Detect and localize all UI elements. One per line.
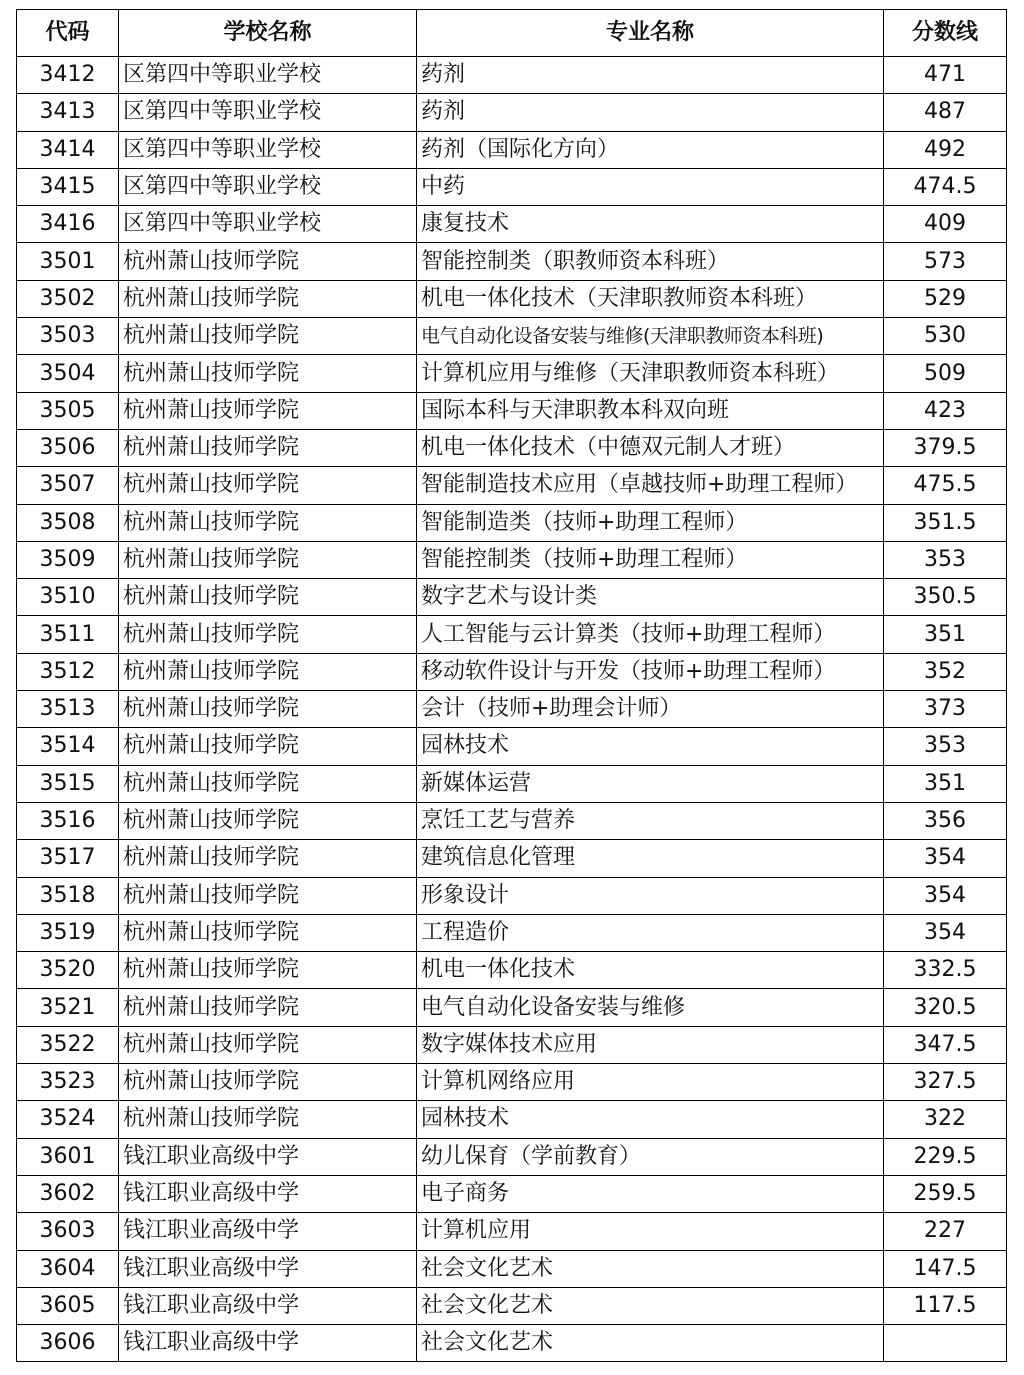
table-row bbox=[17, 429, 1007, 466]
major-name-cell: 幼儿保育（学前教育） bbox=[417, 1138, 884, 1175]
code-cell: 3514 bbox=[17, 728, 119, 765]
major-name-cell: 计算机网络应用 bbox=[417, 1064, 884, 1101]
school-name-cell: 杭州萧山技师学院 bbox=[119, 429, 417, 466]
school-name-cell: 区第四中等职业学校 bbox=[119, 94, 417, 131]
school-name-cell: 杭州萧山技师学院 bbox=[119, 728, 417, 765]
major-name-cell: 智能控制类（技师+助理工程师） bbox=[417, 541, 884, 578]
code-cell: 3412 bbox=[17, 57, 119, 94]
code-cell: 3413 bbox=[17, 94, 119, 131]
major-name-cell: 社会文化艺术 bbox=[417, 1325, 884, 1362]
code-cell: 3511 bbox=[17, 616, 119, 653]
major-name-cell: 形象设计 bbox=[417, 877, 884, 914]
table-row bbox=[17, 168, 1007, 205]
score-cell: 475.5 bbox=[884, 467, 1007, 504]
table-row bbox=[17, 1250, 1007, 1287]
code-cell: 3516 bbox=[17, 802, 119, 839]
header-school: 学校名称 bbox=[119, 10, 417, 57]
school-name-cell: 钱江职业高级中学 bbox=[119, 1213, 417, 1250]
score-cell: 352 bbox=[884, 653, 1007, 690]
school-name-cell: 杭州萧山技师学院 bbox=[119, 243, 417, 280]
major-name-cell: 人工智能与云计算类（技师+助理工程师） bbox=[417, 616, 884, 653]
table-row bbox=[17, 1287, 1007, 1324]
major-name-cell: 国际本科与天津职教本科双向班 bbox=[417, 392, 884, 429]
school-name-cell: 区第四中等职业学校 bbox=[119, 57, 417, 94]
score-cell: 351 bbox=[884, 616, 1007, 653]
score-cell: 471 bbox=[884, 57, 1007, 94]
table-row bbox=[17, 653, 1007, 690]
code-cell: 3504 bbox=[17, 355, 119, 392]
code-cell: 3522 bbox=[17, 1026, 119, 1063]
school-name-cell: 杭州萧山技师学院 bbox=[119, 653, 417, 690]
major-name-cell: 电子商务 bbox=[417, 1175, 884, 1212]
major-name-cell: 建筑信息化管理 bbox=[417, 840, 884, 877]
code-cell: 3501 bbox=[17, 243, 119, 280]
score-cell: 347.5 bbox=[884, 1026, 1007, 1063]
major-name-cell: 新媒体运营 bbox=[417, 765, 884, 802]
code-cell: 3415 bbox=[17, 168, 119, 205]
code-cell: 3604 bbox=[17, 1250, 119, 1287]
table-row bbox=[17, 1026, 1007, 1063]
school-name-cell: 杭州萧山技师学院 bbox=[119, 691, 417, 728]
table-row bbox=[17, 131, 1007, 168]
table-row bbox=[17, 989, 1007, 1026]
code-cell: 3414 bbox=[17, 131, 119, 168]
code-cell: 3602 bbox=[17, 1175, 119, 1212]
score-cell: 354 bbox=[884, 840, 1007, 877]
table-row bbox=[17, 541, 1007, 578]
major-name-cell: 康复技术 bbox=[417, 206, 884, 243]
table-row bbox=[17, 952, 1007, 989]
code-cell: 3509 bbox=[17, 541, 119, 578]
school-name-cell: 区第四中等职业学校 bbox=[119, 168, 417, 205]
score-cell: 147.5 bbox=[884, 1250, 1007, 1287]
code-cell: 3503 bbox=[17, 318, 119, 355]
code-cell: 3505 bbox=[17, 392, 119, 429]
code-cell: 3517 bbox=[17, 840, 119, 877]
school-name-cell: 杭州萧山技师学院 bbox=[119, 392, 417, 429]
table-row bbox=[17, 280, 1007, 317]
table-row bbox=[17, 504, 1007, 541]
major-name-cell: 移动软件设计与开发（技师+助理工程师） bbox=[417, 653, 884, 690]
code-cell: 3416 bbox=[17, 206, 119, 243]
table-row bbox=[17, 1325, 1007, 1362]
school-name-cell: 杭州萧山技师学院 bbox=[119, 467, 417, 504]
score-cell: 573 bbox=[884, 243, 1007, 280]
major-name-cell: 社会文化艺术 bbox=[417, 1250, 884, 1287]
major-name-cell: 智能制造类（技师+助理工程师） bbox=[417, 504, 884, 541]
major-name-cell: 药剂 bbox=[417, 57, 884, 94]
school-name-cell: 杭州萧山技师学院 bbox=[119, 616, 417, 653]
score-cell: 492 bbox=[884, 131, 1007, 168]
school-name-cell: 区第四中等职业学校 bbox=[119, 131, 417, 168]
table-row bbox=[17, 392, 1007, 429]
score-cell: 474.5 bbox=[884, 168, 1007, 205]
table-row bbox=[17, 94, 1007, 131]
major-name-cell: 数字媒体技术应用 bbox=[417, 1026, 884, 1063]
table-row bbox=[17, 765, 1007, 802]
major-name-cell: 智能控制类（职教师资本科班） bbox=[417, 243, 884, 280]
code-cell: 3513 bbox=[17, 691, 119, 728]
score-cell: 409 bbox=[884, 206, 1007, 243]
score-table bbox=[16, 9, 1007, 1362]
score-cell: 259.5 bbox=[884, 1175, 1007, 1212]
code-cell: 3521 bbox=[17, 989, 119, 1026]
school-name-cell: 杭州萧山技师学院 bbox=[119, 280, 417, 317]
score-cell: 229.5 bbox=[884, 1138, 1007, 1175]
score-cell: 351 bbox=[884, 765, 1007, 802]
score-cell: 373 bbox=[884, 691, 1007, 728]
score-cell: 353 bbox=[884, 728, 1007, 765]
table-row bbox=[17, 1101, 1007, 1138]
school-name-cell: 杭州萧山技师学院 bbox=[119, 765, 417, 802]
school-name-cell: 杭州萧山技师学院 bbox=[119, 914, 417, 951]
code-cell: 3512 bbox=[17, 653, 119, 690]
table-row bbox=[17, 840, 1007, 877]
table-row bbox=[17, 802, 1007, 839]
major-name-cell: 智能制造技术应用（卓越技师+助理工程师） bbox=[417, 467, 884, 504]
table-row bbox=[17, 914, 1007, 951]
table-row bbox=[17, 355, 1007, 392]
major-name-cell: 中药 bbox=[417, 168, 884, 205]
major-name-cell: 会计（技师+助理会计师） bbox=[417, 691, 884, 728]
school-name-cell: 杭州萧山技师学院 bbox=[119, 579, 417, 616]
major-name-cell: 社会文化艺术 bbox=[417, 1287, 884, 1324]
code-cell: 3519 bbox=[17, 914, 119, 951]
school-name-cell: 杭州萧山技师学院 bbox=[119, 840, 417, 877]
table-row bbox=[17, 1064, 1007, 1101]
school-name-cell: 钱江职业高级中学 bbox=[119, 1250, 417, 1287]
school-name-cell: 杭州萧山技师学院 bbox=[119, 877, 417, 914]
school-name-cell: 杭州萧山技师学院 bbox=[119, 1026, 417, 1063]
major-name-cell: 药剂（国际化方向） bbox=[417, 131, 884, 168]
score-cell: 423 bbox=[884, 392, 1007, 429]
code-cell: 3502 bbox=[17, 280, 119, 317]
table-row bbox=[17, 579, 1007, 616]
score-cell: 354 bbox=[884, 877, 1007, 914]
major-name-cell: 园林技术 bbox=[417, 728, 884, 765]
score-cell: 351.5 bbox=[884, 504, 1007, 541]
score-cell: 530 bbox=[884, 318, 1007, 355]
table-row bbox=[17, 877, 1007, 914]
code-cell: 3603 bbox=[17, 1213, 119, 1250]
school-name-cell: 杭州萧山技师学院 bbox=[119, 355, 417, 392]
code-cell: 3515 bbox=[17, 765, 119, 802]
code-cell: 3606 bbox=[17, 1325, 119, 1362]
school-name-cell: 杭州萧山技师学院 bbox=[119, 802, 417, 839]
code-cell: 3524 bbox=[17, 1101, 119, 1138]
school-name-cell: 杭州萧山技师学院 bbox=[119, 541, 417, 578]
table-row bbox=[17, 616, 1007, 653]
score-cell: 529 bbox=[884, 280, 1007, 317]
school-name-cell: 钱江职业高级中学 bbox=[119, 1325, 417, 1362]
table-row bbox=[17, 691, 1007, 728]
score-cell: 117.5 bbox=[884, 1287, 1007, 1324]
school-name-cell: 钱江职业高级中学 bbox=[119, 1287, 417, 1324]
school-name-cell: 杭州萧山技师学院 bbox=[119, 1101, 417, 1138]
score-table-container bbox=[16, 9, 1007, 1362]
school-name-cell: 杭州萧山技师学院 bbox=[119, 504, 417, 541]
score-cell: 353 bbox=[884, 541, 1007, 578]
table-body bbox=[17, 57, 1007, 1362]
header-major: 专业名称 bbox=[417, 10, 884, 57]
major-name-cell: 药剂 bbox=[417, 94, 884, 131]
school-name-cell: 杭州萧山技师学院 bbox=[119, 1064, 417, 1101]
school-name-cell: 杭州萧山技师学院 bbox=[119, 952, 417, 989]
table-header-row bbox=[17, 10, 1007, 57]
score-cell: 354 bbox=[884, 914, 1007, 951]
score-cell: 320.5 bbox=[884, 989, 1007, 1026]
score-cell: 356 bbox=[884, 802, 1007, 839]
table-row bbox=[17, 243, 1007, 280]
code-cell: 3520 bbox=[17, 952, 119, 989]
major-name-cell: 烹饪工艺与营养 bbox=[417, 802, 884, 839]
major-name-cell: 电气自动化设备安装与维修(天津职教师资本科班) bbox=[417, 318, 884, 355]
code-cell: 3518 bbox=[17, 877, 119, 914]
school-name-cell: 杭州萧山技师学院 bbox=[119, 989, 417, 1026]
school-name-cell: 杭州萧山技师学院 bbox=[119, 318, 417, 355]
code-cell: 3605 bbox=[17, 1287, 119, 1324]
table-row bbox=[17, 206, 1007, 243]
score-cell: 322 bbox=[884, 1101, 1007, 1138]
code-cell: 3507 bbox=[17, 467, 119, 504]
score-cell bbox=[884, 1325, 1007, 1362]
table-row bbox=[17, 1213, 1007, 1250]
major-name-cell: 机电一体化技术 bbox=[417, 952, 884, 989]
header-score: 分数线 bbox=[884, 10, 1007, 57]
header-code: 代码 bbox=[17, 10, 119, 57]
code-cell: 3508 bbox=[17, 504, 119, 541]
major-name-cell: 园林技术 bbox=[417, 1101, 884, 1138]
major-name-cell: 计算机应用 bbox=[417, 1213, 884, 1250]
code-cell: 3506 bbox=[17, 429, 119, 466]
score-cell: 227 bbox=[884, 1213, 1007, 1250]
table-row bbox=[17, 728, 1007, 765]
school-name-cell: 钱江职业高级中学 bbox=[119, 1175, 417, 1212]
major-name-cell: 机电一体化技术（天津职教师资本科班） bbox=[417, 280, 884, 317]
table-row bbox=[17, 467, 1007, 504]
school-name-cell: 区第四中等职业学校 bbox=[119, 206, 417, 243]
table-row bbox=[17, 57, 1007, 94]
code-cell: 3510 bbox=[17, 579, 119, 616]
score-cell: 350.5 bbox=[884, 579, 1007, 616]
major-name-cell: 机电一体化技术（中德双元制人才班） bbox=[417, 429, 884, 466]
score-cell: 487 bbox=[884, 94, 1007, 131]
code-cell: 3601 bbox=[17, 1138, 119, 1175]
score-cell: 332.5 bbox=[884, 952, 1007, 989]
major-name-cell: 工程造价 bbox=[417, 914, 884, 951]
major-name-cell: 电气自动化设备安装与维修 bbox=[417, 989, 884, 1026]
score-cell: 379.5 bbox=[884, 429, 1007, 466]
score-cell: 509 bbox=[884, 355, 1007, 392]
school-name-cell: 钱江职业高级中学 bbox=[119, 1138, 417, 1175]
code-cell: 3523 bbox=[17, 1064, 119, 1101]
table-row bbox=[17, 318, 1007, 355]
score-cell: 327.5 bbox=[884, 1064, 1007, 1101]
major-name-cell: 计算机应用与维修（天津职教师资本科班） bbox=[417, 355, 884, 392]
table-row bbox=[17, 1175, 1007, 1212]
major-name-cell: 数字艺术与设计类 bbox=[417, 579, 884, 616]
table-row bbox=[17, 1138, 1007, 1175]
